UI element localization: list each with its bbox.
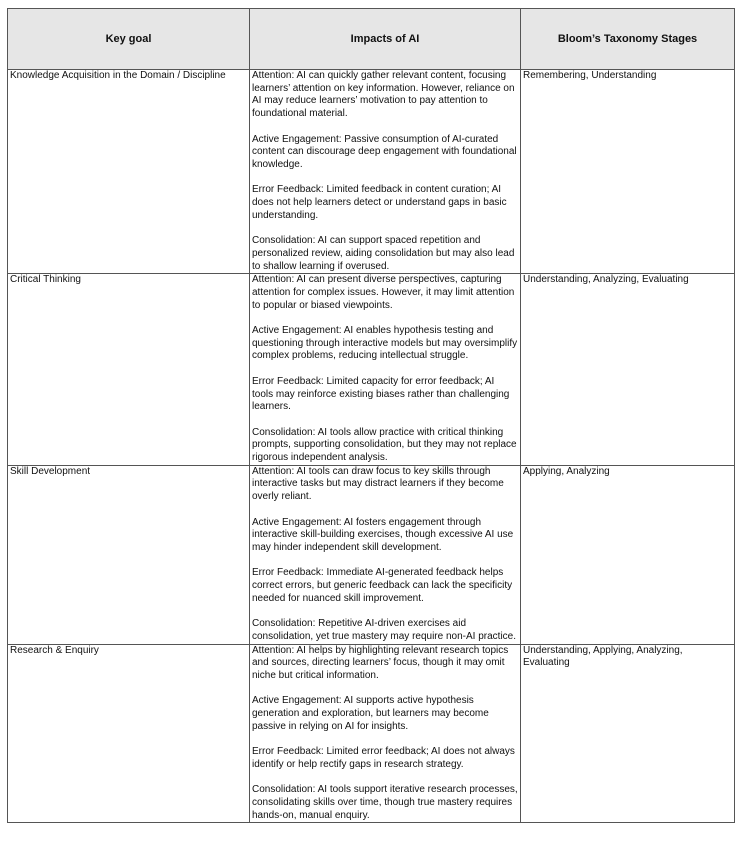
impact-error-feedback: Error Feedback: Immediate AI-generated feedback helps correct errors, but generic feedback can lack the specificity needed for nuanced skill improvement. [252, 567, 513, 604]
impact-consolidation: Consolidation: AI tools allow practice with critical thinking prompts, supporting consolidation, but they may not replace rigorous independent analysis. [252, 426, 517, 463]
header-row [8, 9, 735, 70]
impact-active-engagement: Active Engagement: AI enables hypothesis testing and questioning through interactive models but may oversimplify complex problems, reducing intellectual struggle. [252, 325, 518, 362]
table-row [8, 465, 735, 644]
impacts-cell [250, 644, 521, 823]
impact-consolidation: Consolidation: Repetitive AI-driven exercises aid consolidation, yet true mastery may require non-AI practice. [252, 618, 517, 642]
table-body [8, 70, 735, 823]
impact-attention: Attention: AI helps by highlighting relevant research topics and sources, directing learners’ focus, though it may omit niche but critical information. [252, 644, 509, 681]
impact-active-engagement: Active Engagement: AI supports active hypothesis generation and exploration, but learners may become passive in relying on AI for insights. [252, 695, 489, 732]
key-goal-cell: Knowledge Acquisition in the Domain / Discipline [8, 70, 250, 274]
impact-consolidation: Consolidation: AI tools support iterative research processes, consolidating skills over time, though true mastery requires hands-on, manual enquiry. [252, 784, 518, 821]
impact-attention: Attention: AI can quickly gather relevant content, focusing learners’ attention on key information. However, reliance on AI may reduce learners’ motivation to pay attention to foundational material. [252, 70, 515, 120]
impact-active-engagement: Active Engagement: AI fosters engagement through interactive skill-building exercises, though excessive AI use may hinder independent skill development. [252, 516, 514, 553]
table-row [8, 644, 735, 823]
impact-active-engagement: Active Engagement: Passive consumption of AI-curated content can discourage deep engagement with foundational knowledge. [252, 133, 517, 170]
key-goal-cell: Research & Enquiry [8, 644, 250, 823]
impact-consolidation: Consolidation: AI can support spaced repetition and personalized review, aiding consolidation but may also lead to shallow learning if overused. [252, 235, 515, 272]
impacts-cell [250, 274, 521, 466]
impacts-table [7, 8, 735, 823]
blooms-stages-cell: Remembering, Understanding [521, 70, 735, 274]
header-impacts-of-ai: Impacts of AI [250, 9, 521, 70]
header-blooms-stages: Bloom’s Taxonomy Stages [521, 9, 735, 70]
impact-error-feedback: Error Feedback: Limited feedback in content curation; AI does not help learners detect or understand gaps in basic understanding. [252, 184, 507, 221]
table-row [8, 70, 735, 274]
impacts-cell [250, 70, 521, 274]
impact-attention: Attention: AI tools can draw focus to key skills through interactive tasks but may distract learners if they become overly reliant. [252, 465, 504, 503]
impact-error-feedback: Error Feedback: Limited capacity for error feedback; AI tools may reinforce existing biases rather than challenging learners. [252, 375, 510, 413]
blooms-stages-cell: Understanding, Applying, Analyzing, Evaluating [521, 644, 735, 823]
impacts-cell [250, 465, 521, 644]
impact-attention: Attention: AI can present diverse perspectives, capturing attention for complex issues. However, it may limit attention to popular or biased viewpoints. [252, 274, 515, 311]
table-header [8, 9, 735, 70]
table-row [8, 274, 735, 466]
header-key-goal: Key goal [8, 9, 250, 70]
impact-error-feedback: Error Feedback: Limited error feedback; AI does not always identify or help rectify gaps in research strategy. [252, 746, 515, 770]
blooms-stages-cell: Applying, Analyzing [521, 465, 735, 644]
blooms-stages-cell: Understanding, Analyzing, Evaluating [521, 274, 735, 466]
key-goal-cell: Skill Development [8, 465, 250, 644]
key-goal-cell: Critical Thinking [8, 274, 250, 466]
